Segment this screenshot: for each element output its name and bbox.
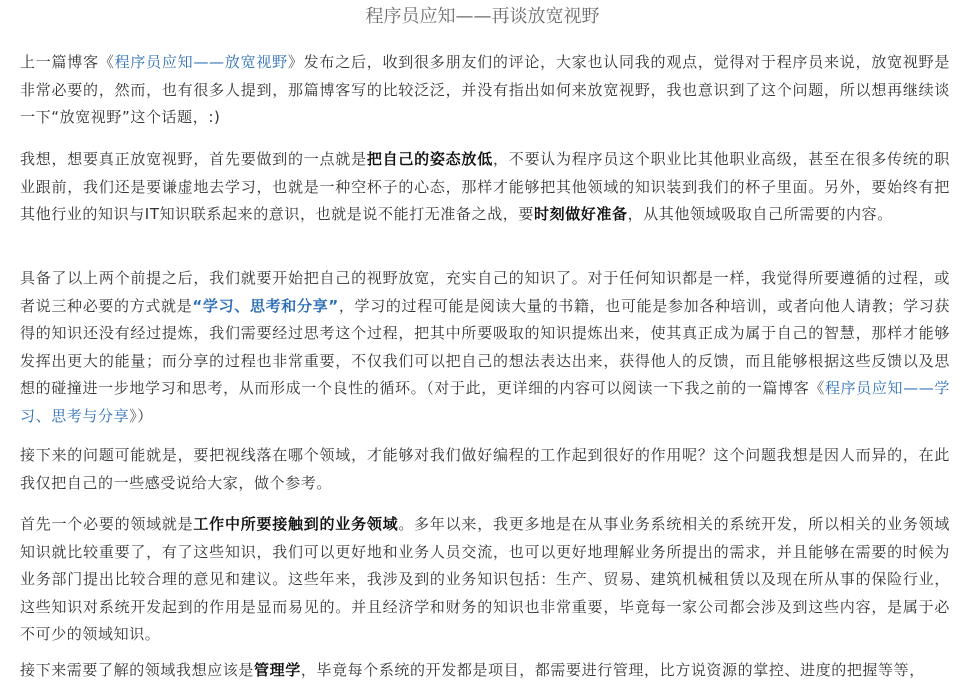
p2-bold-b: 时刻做好准备 [534, 205, 628, 223]
p2-text-a: 我想，想要真正放宽视野，首先要做到的一点就是 [20, 150, 367, 168]
p1-text-b: 》发布之后，收到很多朋友们的评论，大家也认同我的观点，觉得对于程序员来说，放宽视野是非常必要的，然而，也有很多人提到，那篇博客写的比较泛泛，并没有指出如何来放宽视野，我也意识到了这个问题，所以想再继续谈一下“放宽视野”这个话题，:) [20, 53, 950, 126]
paragraph-4: 接下来的问题可能就是，要把视线落在哪个领域，才能够对我们做好编程的工作起到很好的作用呢？这个问题我想是因人而异的，在此我仅把自己的一些感受说给大家，做个参考。 [20, 446, 950, 492]
p6-text-b: ，毕竟每个系统的开发都是项目，都需要进行管理，比方说资源的掌控、进度的把握等等， [300, 661, 925, 679]
paragraph-5 [20, 511, 950, 649]
p5-text-a: 首先一个必要的领域就是 [20, 515, 194, 533]
learn-think-share-link[interactable]: 程序员应知——学习、思考与分享 [20, 379, 950, 425]
p3-text-b: ，学习的过程可能是阅读大量的书籍，也可能是参加各种培训，或者向他人请教；学习获得的知识还没有经过提炼，我们需要经过思考这个过程，把其中所要吸取的知识提炼出来，使其真正成为属于自己的智慧，那样才能够发挥出更大的能量；而分享的过程也非常重要，不仅我们可以把自己的想法表达出来，获得他人的反馈，而且能够根据这些反馈以及思想的碰撞进一步地学习和思考，从而形成一个良性的循环。（对于此，更详细的内容可以阅读一下我之前的一篇博客《 [20, 296, 951, 397]
p3-text-a: 具备了以上两个前提之后，我们就要开始把自己的视野放宽，充实自己的知识了。对于任何知识都是一样，我觉得所要遵循的过程，或者说三种必要的方式就是 [20, 269, 950, 315]
article-title: 程序员应知——再谈放宽视野 [365, 6, 600, 27]
p3-highlight: “学习、思考和分享” [192, 296, 339, 315]
previous-post-link[interactable]: 程序员应知——放宽视野 [114, 53, 288, 71]
p1-text-a: 上一篇博客《 [20, 53, 115, 71]
p5-text-b: 。多年以来，我更多地是在从事业务系统相关的系统开发，所以相关的业务领域知识就比较重要了，有了这些知识，我们可以更好地和业务人员交流，也可以更好地理解业务所提出的需求，并且能够在需要的时候为业务部门提出比较合理的意见和建议。这些年来，我涉及到的业务知识包括：生产、贸易、建筑机械租赁以及现在所从事的保险行业，这些知识对系统开发起到的作用是显而易见的。并且经济学和财务的知识也非常重要，毕竟每一家公司都会涉及到这些内容，是属于必不可少的领域知识。 [20, 515, 950, 643]
p2-text-c: ，从其他领域吸取自己所需要的内容。 [627, 205, 893, 223]
p2-text-b: ，不要认为程序员这个职业比其他职业高级，甚至在很多传统的职业跟前，我们还是要谦虚地去学习，也就是一种空杯子的心态，那样才能够把其他领域的知识装到我们的杯子里面。另外，要始终有把其他行业的知识与IT知识联系起来的意识，也就是说不能打无准备之战，要 [20, 150, 950, 223]
p6-text-a: 接下来需要了解的领域我想应该是 [20, 661, 255, 679]
p6-bold-a: 管理学 [254, 661, 301, 679]
paragraph-3 [20, 265, 950, 430]
p5-bold-a: 工作中所要接触到的业务领域 [193, 515, 399, 533]
paragraph-1 [20, 49, 950, 132]
p3-text-c: 》） [129, 406, 153, 425]
p2-bold-a: 把自己的姿态放低 [366, 150, 493, 168]
paragraph-6 [20, 657, 950, 685]
paragraph-2 [20, 146, 950, 229]
